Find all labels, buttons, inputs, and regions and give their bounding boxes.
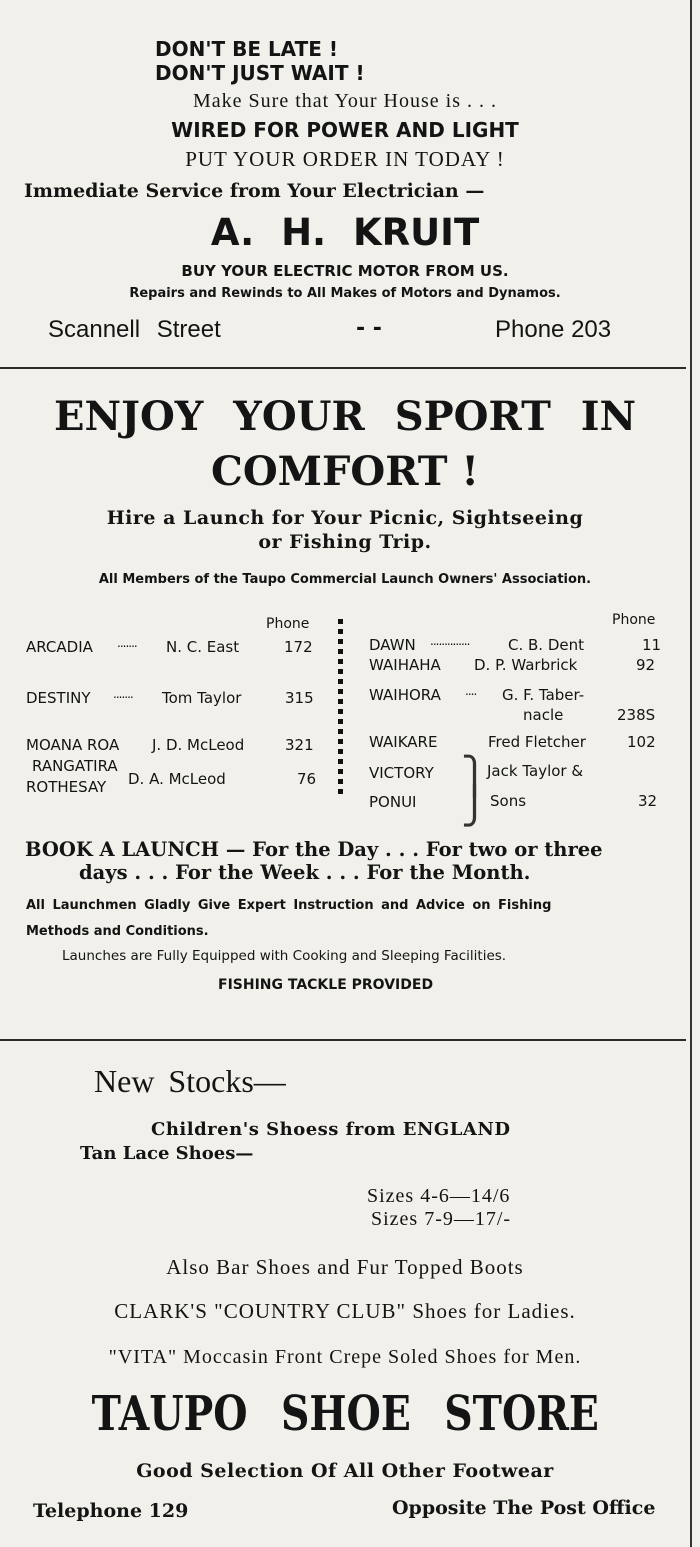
boat-name: DESTINY xyxy=(26,689,91,707)
shoe-store-telephone: Telephone 129 xyxy=(33,1500,189,1522)
advice-line-1: All Launchmen Gladly Give Expert Instruction and Advice on Fishing xyxy=(26,898,552,913)
boat-name: WAIHORA xyxy=(369,686,441,704)
boat-phone: 32 xyxy=(638,792,658,810)
right-brace-bottom: ⎭ xyxy=(461,786,488,827)
boat-owner: Tom Taylor xyxy=(162,689,242,707)
boat-phone: 92 xyxy=(636,656,656,674)
launch-headline-1: ENJOY YOUR SPORT IN xyxy=(53,393,637,440)
boat-owner: D. P. Warbrick xyxy=(474,656,578,674)
size-range-1: Sizes 4-6—14/6 xyxy=(367,1185,511,1207)
column-divider xyxy=(338,619,343,799)
fishing-tackle-line: FISHING TACKLE PROVIDED xyxy=(218,977,434,993)
boat-owner: Fred Fletcher xyxy=(488,733,586,751)
boat-phone: 102 xyxy=(627,733,656,751)
boat-phone: 315 xyxy=(285,689,314,707)
electrician-name: A. H. KRUIT xyxy=(210,211,480,254)
boat-phone: 321 xyxy=(285,736,314,754)
boat-name: RANGATIRA xyxy=(32,757,118,775)
boat-owner: J. D. McLeod xyxy=(152,736,245,754)
launch-sub-1: Hire a Launch for Your Picnic, Sightseeing xyxy=(106,507,584,529)
shoe-store-name xyxy=(0,1386,690,1442)
ad-line-dont-be-late: DON'T BE LATE ! xyxy=(155,37,338,61)
dot-leader: ....... xyxy=(113,687,133,701)
boat-owner-second: nacle xyxy=(523,706,564,724)
shoe-store-location: Opposite The Post Office xyxy=(392,1497,656,1519)
dot-leader: .............. xyxy=(430,634,470,648)
boat-phone: 238S xyxy=(617,706,656,724)
boat-owner-second: Sons xyxy=(490,792,527,810)
bar-shoes-line: Also Bar Shoes and Fur Topped Boots xyxy=(166,1255,524,1279)
boat-owner: G. F. Taber- xyxy=(502,686,585,704)
boat-phone: 76 xyxy=(297,770,317,788)
children-shoes-line: Children's Shoess from ENGLAND xyxy=(151,1119,511,1140)
equipped-line: Launches are Fully Equipped with Cooking and Sleeping Facilities. xyxy=(62,948,507,964)
book-line-2: days . . . For the Week . . . For the Month. xyxy=(79,861,531,884)
ad-line-immediate-service: Immediate Service from Your Electrician — xyxy=(24,180,485,202)
boat-owner: C. B. Dent xyxy=(508,636,585,654)
good-selection-line: Good Selection Of All Other Footwear xyxy=(136,1460,554,1482)
size-range-2: Sizes 7-9—17/- xyxy=(371,1208,512,1230)
boat-name: WAIKARE xyxy=(369,733,438,751)
boat-owner: D. A. McLeod xyxy=(128,770,226,788)
advice-line-2: Methods and Conditions. xyxy=(26,924,209,939)
divider-2 xyxy=(0,1039,686,1041)
new-stocks-heading: New Stocks— xyxy=(94,1063,286,1099)
boat-name: WAIHAHA xyxy=(369,656,441,674)
boat-phone: 172 xyxy=(284,638,313,656)
vita-line: "VITA" Moccasin Front Crepe Soled Shoes for Men. xyxy=(108,1346,582,1368)
right-brace-top: ⎫ xyxy=(461,756,488,797)
boat-name: MOANA ROA xyxy=(26,736,120,754)
launch-sub-2: or Fishing Trip. xyxy=(258,531,432,553)
ad-line-repairs: Repairs and Rewinds to All Makes of Motors and Dynamos. xyxy=(129,286,561,301)
phone-header-right: Phone xyxy=(612,612,656,628)
boat-name: DAWN xyxy=(369,636,416,654)
boat-name: VICTORY xyxy=(369,764,434,782)
shoe-store-name-text: TAUPO SHOE STORE xyxy=(91,1386,599,1442)
dot-leader: .... xyxy=(465,684,477,698)
launch-members: All Members of the Taupo Commercial Launch Owners' Association. xyxy=(98,572,592,587)
tan-lace-line: Tan Lace Shoes— xyxy=(80,1143,254,1164)
boat-name: ARCADIA xyxy=(26,638,93,656)
address-separator: - - xyxy=(356,316,382,341)
electrician-phone: Phone 203 xyxy=(495,316,612,343)
boat-owner: Jack Taylor & xyxy=(487,762,584,780)
ad-line-make-sure: Make Sure that Your House is . . . xyxy=(193,90,497,112)
boat-phone: 11 xyxy=(642,636,662,654)
divider-1 xyxy=(0,367,686,369)
boat-owner: N. C. East xyxy=(166,638,240,656)
right-border xyxy=(690,0,692,1547)
clarks-line: CLARK'S "COUNTRY CLUB" Shoes for Ladies. xyxy=(114,1299,576,1323)
boat-name-second: ROTHESAY xyxy=(26,778,107,796)
ad-line-put-order: PUT YOUR ORDER IN TODAY ! xyxy=(185,147,505,171)
book-line-1: BOOK A LAUNCH — For the Day . . . For two or three xyxy=(25,838,603,861)
dot-leader: ....... xyxy=(117,636,137,650)
phone-header-left: Phone xyxy=(266,616,310,632)
electrician-address: Scannell Street xyxy=(48,316,221,343)
launch-headline-2: COMFORT ! xyxy=(211,448,479,495)
ad-line-buy-motor: BUY YOUR ELECTRIC MOTOR FROM US. xyxy=(181,262,509,280)
boat-name-second: PONUI xyxy=(369,793,417,811)
ad-line-wired: WIRED FOR POWER AND LIGHT xyxy=(171,118,519,142)
ad-line-dont-wait: DON'T JUST WAIT ! xyxy=(155,61,365,85)
